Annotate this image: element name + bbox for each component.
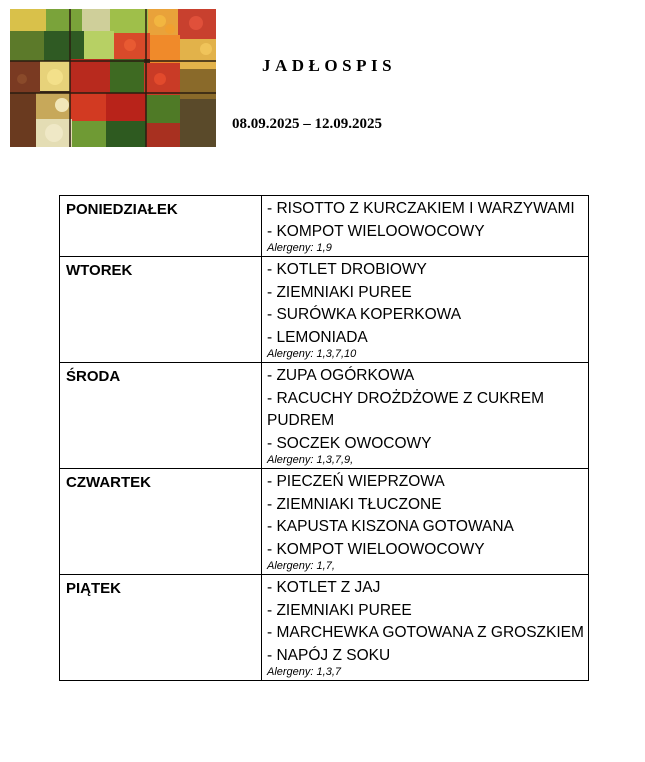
meal-item: - SURÓWKA KOPERKOWA <box>267 306 462 323</box>
meal-item: - RACUCHY DROŻDŻOWE Z CUKREM PUDREM <box>267 389 544 429</box>
menu-table <box>59 195 589 681</box>
allergens-note: Alergeny: 1,7, <box>267 560 335 572</box>
page-title: JADŁOSPIS <box>262 56 397 75</box>
meals-cell <box>262 196 589 257</box>
menu-row <box>60 469 589 575</box>
allergens-note: Alergeny: 1,9 <box>267 242 332 254</box>
allergens-note: Alergeny: 1,3,7,10 <box>267 348 357 360</box>
date-range: 08.09.2025 – 12.09.2025 <box>232 116 382 132</box>
meal-item: - ZIEMNIAKI PUREE <box>267 283 412 301</box>
meal-item: - MARCHEWKA GOTOWANA Z GROSZKIEM <box>267 624 584 641</box>
menu-row <box>60 575 589 681</box>
meals-cell <box>262 363 589 469</box>
day-name: CZWARTEK <box>60 469 262 575</box>
meal-item: - KOMPOT WIELOOWOCOWY <box>267 222 485 240</box>
meals-cell <box>262 257 589 363</box>
day-name: ŚRODA <box>60 363 262 469</box>
meal-item: - ZIEMNIAKI TŁUCZONE <box>267 495 442 513</box>
vegetables-photo <box>10 9 216 147</box>
meal-item: - KOMPOT WIELOOWOCOWY <box>267 540 485 558</box>
allergens-note: Alergeny: 1,3,7,9, <box>267 454 354 466</box>
meal-item: - KOTLET Z JAJ <box>267 579 381 596</box>
meal-item: - NAPÓJ Z SOKU <box>267 646 391 664</box>
day-name: WTOREK <box>60 257 262 363</box>
meal-item: - LEMONIADA <box>267 328 368 346</box>
meal-item: - RISOTTO Z KURCZAKIEM I WARZYWAMI <box>267 200 575 217</box>
meal-item: - KAPUSTA KISZONA GOTOWANA <box>267 518 514 535</box>
meals-cell <box>262 575 589 681</box>
meal-item: - PIECZEŃ WIEPRZOWA <box>267 473 445 490</box>
day-name: PONIEDZIAŁEK <box>60 196 262 257</box>
menu-row <box>60 196 589 257</box>
meals-cell <box>262 469 589 575</box>
meal-item: - ZUPA OGÓRKOWA <box>267 367 415 384</box>
allergens-note: Alergeny: 1,3,7 <box>267 666 341 678</box>
menu-row <box>60 363 589 469</box>
meal-item: - ZIEMNIAKI PUREE <box>267 601 412 619</box>
meal-item: - KOTLET DROBIOWY <box>267 261 427 278</box>
meal-item: - SOCZEK OWOCOWY <box>267 434 432 452</box>
menu-row <box>60 257 589 363</box>
day-name: PIĄTEK <box>60 575 262 681</box>
